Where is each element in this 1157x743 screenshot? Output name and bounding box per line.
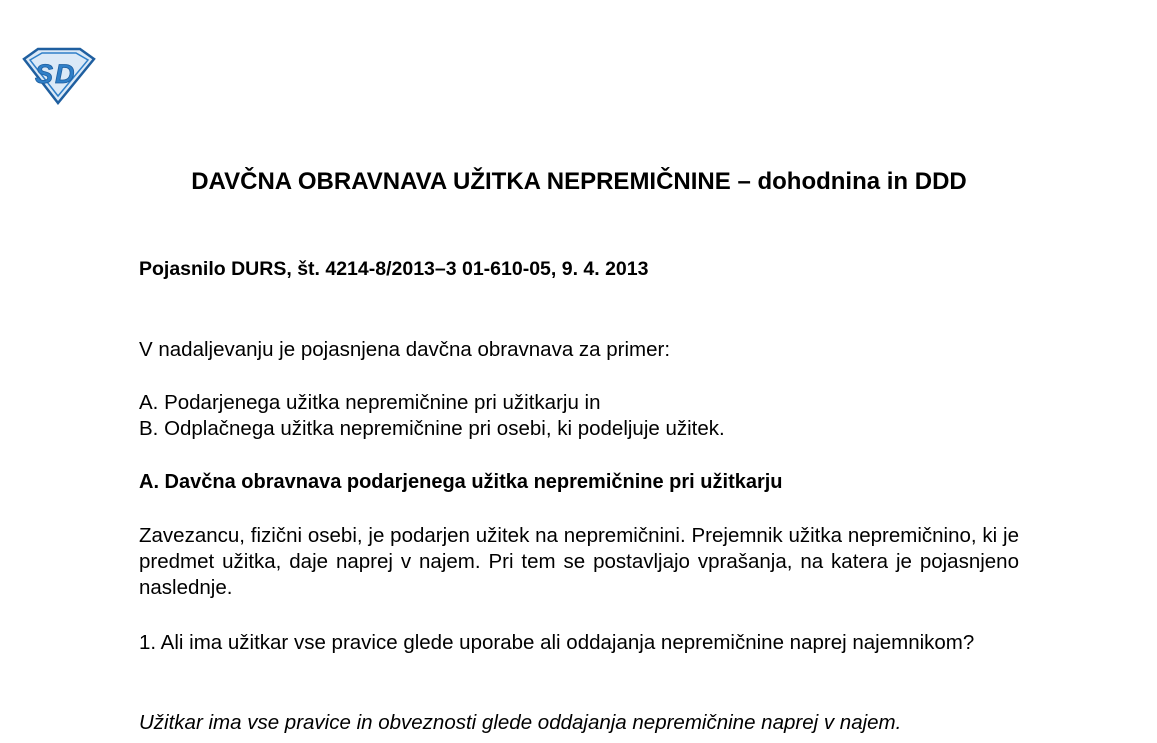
list-item-b: B. Odplačnega užitka nepremičnine pri osebi, ki podeljuje užitek. xyxy=(139,417,725,440)
body-paragraph: Zavezancu, fizični osebi, je podarjen užitek na nepremičnini. Prejemnik užitka nepremičnino, ki je predmet užitka, daje naprej v najem. Pri tem se postavljajo vprašanja, na katera je pojasnjeno naslednje. xyxy=(139,524,1019,599)
svg-text:S: S xyxy=(35,59,54,89)
logo xyxy=(22,47,96,105)
list-item-a: A. Podarjenega užitka nepremičnine pri užitkarju in xyxy=(139,391,601,414)
answer-paragraph: Užitkar ima vse pravice in obveznosti glede oddajanja nepremičnine naprej v najem. xyxy=(139,711,902,734)
svg-text:D: D xyxy=(55,59,75,89)
section-heading: A. Davčna obravnava podarjenega užitka nepremičnine pri užitkarju xyxy=(139,471,783,493)
question-paragraph: 1. Ali ima užitkar vse pravice glede uporabe ali oddajanja nepremičnine naprej najemnikom? xyxy=(139,631,975,654)
shield-logo-icon xyxy=(22,47,96,105)
intro-paragraph: V nadaljevanju je pojasnjena davčna obravnava za primer: xyxy=(139,338,671,361)
document-subtitle: Pojasnilo DURS, št. 4214-8/2013–3 01-610-05, 9. 4. 2013 xyxy=(139,258,649,280)
document-title: DAVČNA OBRAVNAVA UŽITKA NEPREMIČNINE – dohodnina in DDD xyxy=(191,168,967,195)
